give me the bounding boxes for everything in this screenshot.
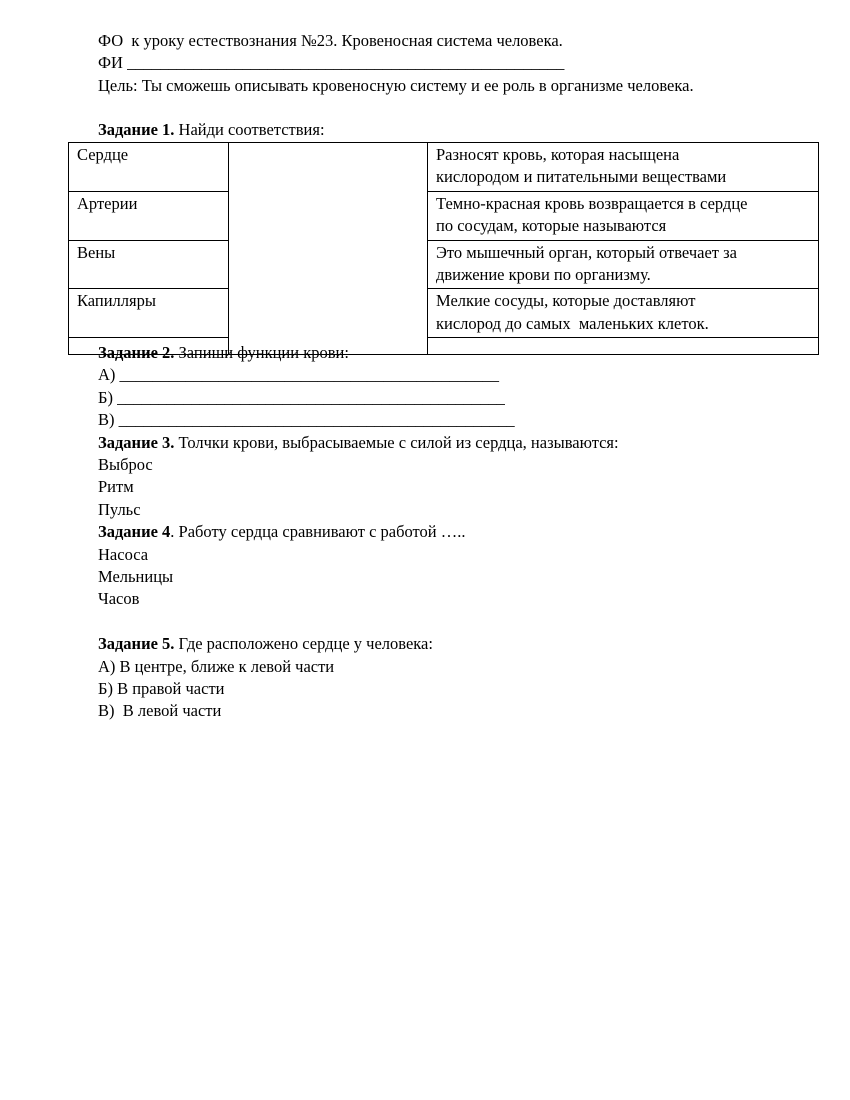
description-line: Разносят кровь, которая насыщена [436, 145, 680, 164]
term-cell [69, 143, 229, 192]
task3-option: Выброс [98, 455, 153, 475]
term-text: Вены [77, 242, 116, 262]
task3-heading-bold: Задание 3. [98, 432, 175, 452]
task2-heading-text: Запиши функции крови: [174, 343, 349, 362]
task4-option: Насоса [98, 544, 149, 564]
description-cell [428, 143, 819, 192]
table-row [69, 289, 819, 338]
description-cell [428, 191, 819, 240]
task2-blank-a [98, 364, 619, 386]
task3-heading [98, 432, 619, 454]
description-line: кислородом и питательными веществами [436, 167, 727, 187]
matching-answer-area[interactable] [229, 143, 428, 355]
task3-heading-text: Толчки крови, выбрасываемые с силой из сердца, называются: [174, 432, 619, 452]
table-row [69, 240, 819, 289]
description-line: Это мышечный орган, который отвечает за [436, 242, 737, 262]
task5-option: А) В центре, ближе к левой части [98, 656, 335, 676]
task4-option: Часов [98, 589, 140, 609]
task2-blank-v [98, 409, 619, 431]
answer-blank-field[interactable]: ______________________________________________ [119, 365, 500, 385]
term-text: Капилляры [77, 291, 156, 311]
task3-option: Пульс [98, 499, 141, 519]
description-line: Темно-красная кровь возвращается в сердце [436, 193, 748, 213]
tasks-block [98, 342, 619, 723]
table-row [69, 191, 819, 240]
description-cell [428, 240, 819, 289]
task5-heading [98, 633, 619, 655]
task1-heading-bold: Задание 1. [98, 120, 175, 139]
description-line: кислород до самых маленьких клеток. [436, 313, 709, 333]
task5-option: Б) В правой части [98, 679, 225, 699]
term-cell [69, 289, 229, 338]
description-line: движение крови по организму. [436, 265, 651, 285]
description-line: Мелкие сосуды, которые доставляют [436, 291, 696, 311]
task3-option: Ритм [98, 477, 134, 497]
blank-label: А) [98, 365, 120, 385]
task2-heading-bold: Задание 2. [98, 343, 175, 362]
fi-blank-field[interactable]: _____________________________________________________ [127, 53, 565, 73]
task5-option: В) В левой части [98, 701, 222, 721]
fi-label: ФИ [98, 53, 128, 73]
title-line: ФО к уроку естествознания №23. Кровеносная система человека. [98, 31, 563, 50]
task2-heading [98, 342, 619, 364]
worksheet-header [98, 30, 694, 97]
table-row [69, 143, 819, 192]
term-cell [69, 240, 229, 289]
task4-heading [98, 521, 619, 543]
fi-line [98, 52, 694, 74]
task4-heading-text: . Работу сердца сравнивают с работой ….. [170, 522, 466, 542]
blank-label: В) [98, 410, 119, 430]
task5-heading-bold: Задание 5. [98, 634, 175, 654]
task5-heading-text: Где расположено сердце у человека: [174, 634, 433, 654]
term-cell [69, 191, 229, 240]
answer-blank-field[interactable]: _______________________________________________ [117, 387, 505, 407]
description-line: по сосудам, которые называются [436, 216, 667, 236]
blank-label: Б) [98, 387, 118, 407]
goal-line: Цель: Ты сможешь описывать кровеносную систему и ее роль в организме человека. [98, 75, 694, 95]
task1-heading-text: Найди соответствия: [174, 120, 325, 139]
answer-blank-field[interactable]: ________________________________________________ [118, 410, 515, 430]
term-text: Артерии [77, 193, 138, 213]
task2-blank-b [98, 387, 619, 409]
task4-heading-bold: Задание 4 [98, 522, 171, 542]
spacer-line [98, 611, 619, 633]
description-cell [428, 289, 819, 338]
task1-heading [98, 119, 325, 141]
matching-table [68, 142, 819, 355]
task4-option: Мельницы [98, 567, 174, 587]
term-text: Сердце [77, 145, 129, 164]
